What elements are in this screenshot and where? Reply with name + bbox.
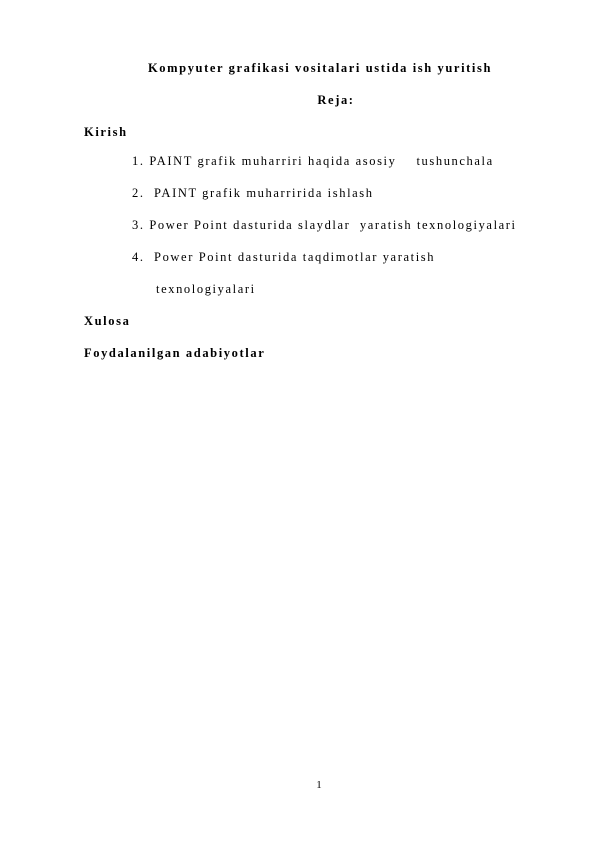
plan-item-text: PAINT grafik muharririda ishlash bbox=[154, 186, 374, 200]
conclusion-heading: Xulosa bbox=[84, 314, 131, 328]
plan-item-text: Power Point dasturida taqdimotlar yaratish bbox=[154, 250, 436, 264]
plan-item-1 bbox=[132, 153, 494, 169]
plan-item-4-continuation: texnologiyalari bbox=[156, 282, 256, 296]
plan-item-number: 3. bbox=[132, 218, 145, 232]
plan-item-number: 1. bbox=[132, 154, 145, 168]
plan-item-text: Power Point dasturida slaydlar yaratish texnologiyalari bbox=[149, 218, 517, 232]
intro-heading: Kirish bbox=[84, 125, 128, 139]
plan-heading: Reja: bbox=[317, 93, 355, 107]
plan-item-3 bbox=[132, 217, 517, 233]
plan-item-4 bbox=[132, 249, 435, 265]
plan-item-2 bbox=[132, 185, 374, 201]
document-title: Kompyuter grafikasi vositalari ustida ish yuritish bbox=[147, 61, 493, 75]
page-number: 1 bbox=[316, 779, 322, 791]
plan-item-text: PAINT grafik muharriri haqida asosiy bbox=[149, 154, 397, 168]
plan-item-number: 2. bbox=[132, 186, 145, 200]
references-heading: Foydalanilgan adabiyotlar bbox=[84, 346, 266, 360]
plan-item-number: 4. bbox=[132, 250, 145, 264]
plan-item-text-cont: tushunchala bbox=[416, 154, 494, 168]
